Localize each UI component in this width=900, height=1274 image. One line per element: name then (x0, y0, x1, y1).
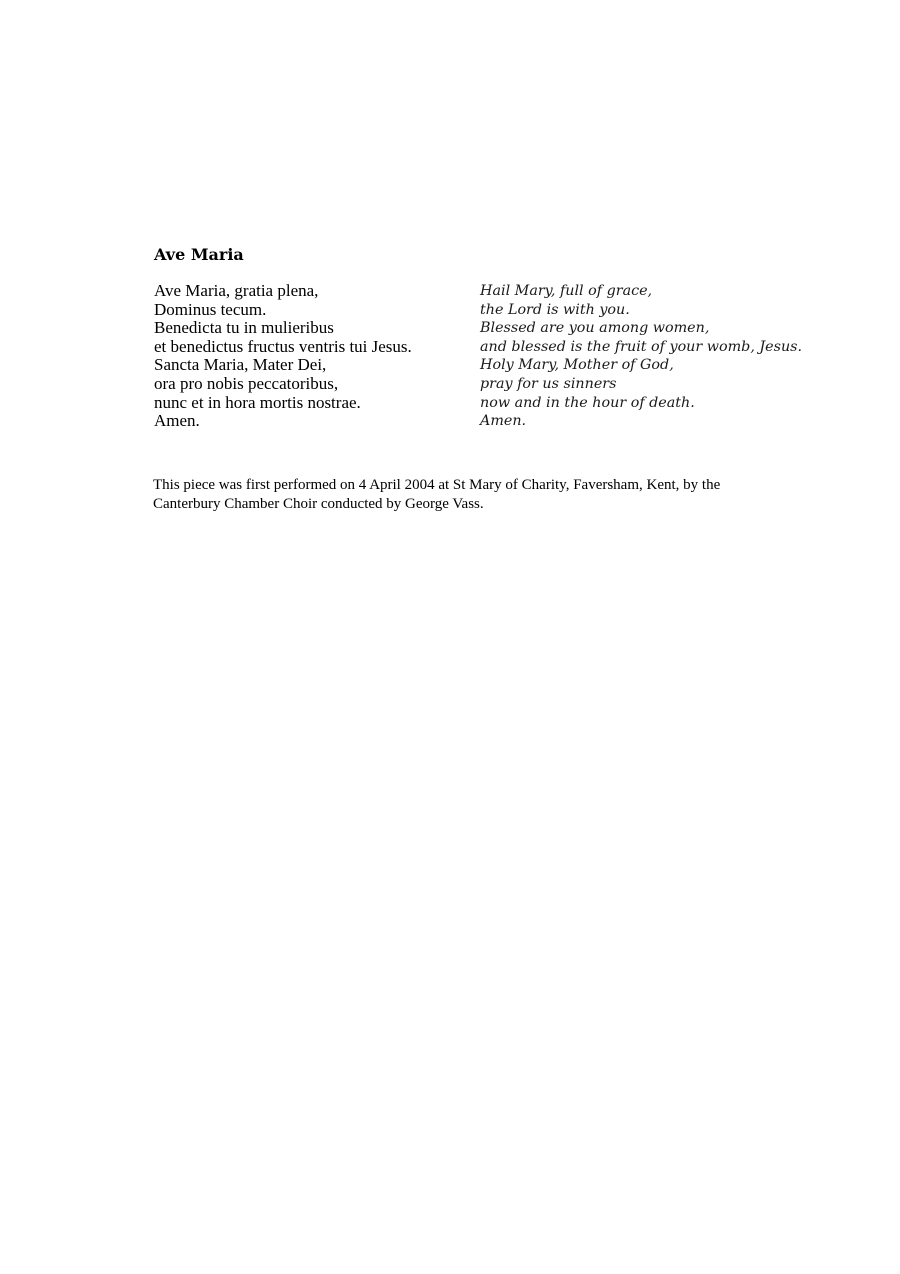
latin-line: Ave Maria, gratia plena, (154, 281, 319, 300)
latin-line: Benedicta tu in mulieribus (154, 318, 334, 338)
latin-line: Dominus tecum. (154, 299, 267, 319)
page-title: Ave Maria (154, 245, 244, 264)
english-line: pray for us sinners (480, 375, 617, 392)
english-line: now and in the hour of death. (480, 394, 695, 411)
english-line: and blessed is the fruit of your womb, Jesus. (480, 338, 803, 355)
latin-text (154, 282, 412, 431)
latin-line: Sancta Maria, Mater Dei, (154, 355, 327, 375)
english-translation (480, 282, 802, 431)
performance-note (153, 476, 793, 513)
english-line: Holy Mary, Mother of God, (480, 357, 674, 374)
english-line: Hail Mary, full of grace, (480, 283, 653, 299)
english-line: Amen. (480, 413, 527, 430)
latin-line: ora pro nobis peccatoribus, (154, 373, 339, 393)
english-line: the Lord is with you. (480, 301, 630, 318)
latin-line: Amen. (154, 411, 200, 431)
latin-line: nunc et in hora mortis nostrae. (154, 392, 361, 412)
performance-note-line: Canterbury Chamber Choir conducted by George Vass. (153, 495, 484, 512)
performance-note-line: This piece was first performed on 4 April 2004 at St Mary of Charity, Faversham, Kent, by the (153, 477, 721, 493)
english-line: Blessed are you among women, (480, 320, 710, 337)
latin-line: et benedictus fructus ventris tui Jesus. (154, 336, 412, 356)
